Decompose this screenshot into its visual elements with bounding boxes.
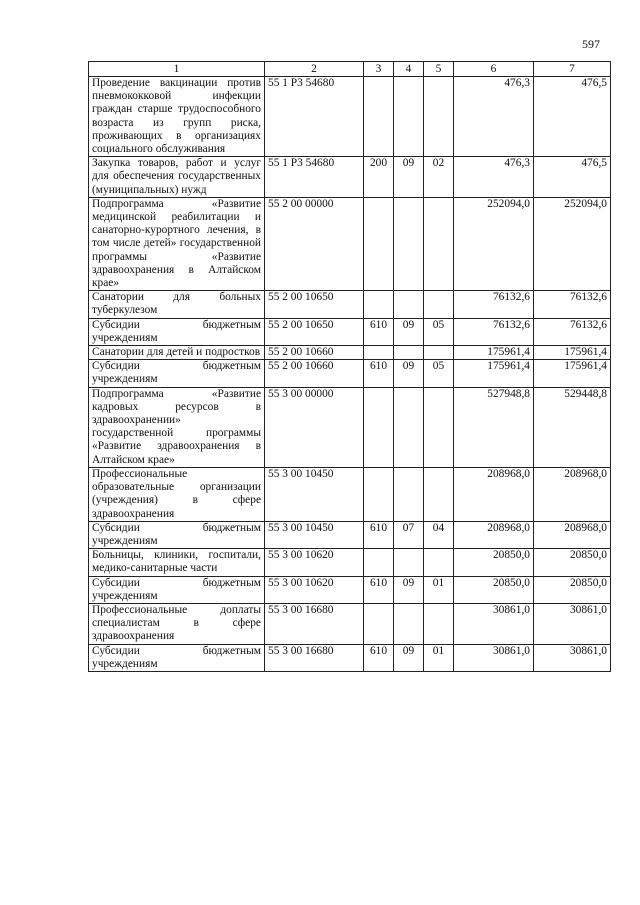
target-code-cell: 55 2 00 10660 xyxy=(265,346,364,360)
row-name-cell: Санатории для больных туберкулезом xyxy=(89,291,265,318)
amount-year1-cell: 208968,0 xyxy=(454,521,534,548)
amount-year2-cell: 76132,6 xyxy=(534,291,611,318)
subsection-cell xyxy=(424,197,454,290)
table-row xyxy=(89,387,611,467)
column-header: 4 xyxy=(394,62,424,77)
row-name-cell: Профессиональные образовательные организации (учреждения) в сфере здравоохранения xyxy=(89,467,265,521)
subsection-cell xyxy=(424,77,454,157)
amount-year2-cell: 476,5 xyxy=(534,157,611,198)
table-row xyxy=(89,291,611,318)
expense-type-cell xyxy=(364,549,394,576)
row-name-cell: Субсидии бюджетным учреждениям xyxy=(89,521,265,548)
section-cell: 09 xyxy=(394,157,424,198)
table-row xyxy=(89,346,611,360)
expense-type-cell: 200 xyxy=(364,157,394,198)
subsection-cell: 01 xyxy=(424,576,454,603)
section-cell xyxy=(394,77,424,157)
row-name-cell: Больницы, клиники, госпитали, медико-санитарные части xyxy=(89,549,265,576)
expense-type-cell xyxy=(364,603,394,644)
section-cell xyxy=(394,549,424,576)
section-cell xyxy=(394,467,424,521)
section-cell xyxy=(394,197,424,290)
amount-year2-cell: 476,5 xyxy=(534,77,611,157)
subsection-cell xyxy=(424,387,454,467)
subsection-cell xyxy=(424,291,454,318)
table-row xyxy=(89,603,611,644)
table-row xyxy=(89,157,611,198)
expense-type-cell: 610 xyxy=(364,576,394,603)
target-code-cell: 55 3 00 10450 xyxy=(265,467,364,521)
subsection-cell: 02 xyxy=(424,157,454,198)
column-header: 6 xyxy=(454,62,534,77)
target-code-cell: 55 3 00 10450 xyxy=(265,521,364,548)
row-name-cell: Проведение вакцинации против пневмококковой инфекции граждан старше трудоспособного возраста из групп риска, проживающих в организациях социального обслуживания xyxy=(89,77,265,157)
expense-type-cell: 610 xyxy=(364,521,394,548)
row-name-cell: Субсидии бюджетным учреждениям xyxy=(89,576,265,603)
expense-type-cell xyxy=(364,346,394,360)
row-name-cell: Субсидии бюджетным учреждениям xyxy=(89,360,265,387)
subsection-cell xyxy=(424,467,454,521)
subsection-cell xyxy=(424,603,454,644)
amount-year1-cell: 20850,0 xyxy=(454,576,534,603)
amount-year1-cell: 175961,4 xyxy=(454,360,534,387)
column-header: 1 xyxy=(89,62,265,77)
section-cell: 09 xyxy=(394,360,424,387)
amount-year1-cell: 527948,8 xyxy=(454,387,534,467)
subsection-cell xyxy=(424,346,454,360)
column-header: 2 xyxy=(265,62,364,77)
amount-year2-cell: 30861,0 xyxy=(534,603,611,644)
row-name-cell: Субсидии бюджетным учреждениям xyxy=(89,318,265,345)
section-cell: 07 xyxy=(394,521,424,548)
row-name-cell: Подпрограмма «Развитие кадровых ресурсов в здравоохранении» государственной программы «Развитие здравоохранения в Алтайском крае» xyxy=(89,387,265,467)
column-number-row xyxy=(89,62,611,77)
expense-type-cell: 610 xyxy=(364,318,394,345)
target-code-cell: 55 3 00 16680 xyxy=(265,644,364,671)
table-row xyxy=(89,197,611,290)
target-code-cell: 55 2 00 10660 xyxy=(265,360,364,387)
table-row xyxy=(89,467,611,521)
table-row xyxy=(89,360,611,387)
amount-year2-cell: 529448,8 xyxy=(534,387,611,467)
row-name-cell: Подпрограмма «Развитие медицинской реабилитации и санаторно-курортного лечения, в том числе детей» государственной программы «Развитие здравоохранения в Алтайском крае» xyxy=(89,197,265,290)
expense-type-cell: 610 xyxy=(364,360,394,387)
amount-year2-cell: 208968,0 xyxy=(534,521,611,548)
table-row xyxy=(89,521,611,548)
subsection-cell: 01 xyxy=(424,644,454,671)
section-cell xyxy=(394,387,424,467)
amount-year1-cell: 20850,0 xyxy=(454,549,534,576)
target-code-cell: 55 3 00 00000 xyxy=(265,387,364,467)
subsection-cell: 05 xyxy=(424,318,454,345)
table-row xyxy=(89,576,611,603)
section-cell: 09 xyxy=(394,644,424,671)
table-row xyxy=(89,644,611,671)
amount-year2-cell: 208968,0 xyxy=(534,467,611,521)
amount-year2-cell: 20850,0 xyxy=(534,576,611,603)
section-cell xyxy=(394,603,424,644)
target-code-cell: 55 3 00 10620 xyxy=(265,576,364,603)
subsection-cell: 05 xyxy=(424,360,454,387)
amount-year1-cell: 208968,0 xyxy=(454,467,534,521)
expense-type-cell xyxy=(364,387,394,467)
amount-year2-cell: 30861,0 xyxy=(534,644,611,671)
table-row xyxy=(89,549,611,576)
target-code-cell: 55 1 P3 54680 xyxy=(265,77,364,157)
target-code-cell: 55 3 00 16680 xyxy=(265,603,364,644)
amount-year2-cell: 175961,4 xyxy=(534,346,611,360)
column-header: 3 xyxy=(364,62,394,77)
amount-year2-cell: 76132,6 xyxy=(534,318,611,345)
amount-year1-cell: 175961,4 xyxy=(454,346,534,360)
table-body xyxy=(89,77,611,672)
amount-year1-cell: 252094,0 xyxy=(454,197,534,290)
expense-type-cell xyxy=(364,291,394,318)
section-cell xyxy=(394,291,424,318)
column-header: 7 xyxy=(534,62,611,77)
amount-year2-cell: 20850,0 xyxy=(534,549,611,576)
target-code-cell: 55 2 00 00000 xyxy=(265,197,364,290)
target-code-cell: 55 2 00 10650 xyxy=(265,291,364,318)
table-row xyxy=(89,77,611,157)
expense-type-cell xyxy=(364,197,394,290)
row-name-cell: Субсидии бюджетным учреждениям xyxy=(89,644,265,671)
target-code-cell: 55 1 P3 54680 xyxy=(265,157,364,198)
row-name-cell: Санатории для детей и подростков xyxy=(89,346,265,360)
target-code-cell: 55 3 00 10620 xyxy=(265,549,364,576)
subsection-cell: 04 xyxy=(424,521,454,548)
page-number: 597 xyxy=(582,37,600,51)
amount-year1-cell: 76132,6 xyxy=(454,318,534,345)
column-header: 5 xyxy=(424,62,454,77)
section-cell: 09 xyxy=(394,576,424,603)
row-name-cell: Закупка товаров, работ и услуг для обеспечения государственных (муниципальных) нужд xyxy=(89,157,265,198)
amount-year1-cell: 476,3 xyxy=(454,77,534,157)
row-name-cell: Профессиональные доплаты специалистам в сфере здравоохранения xyxy=(89,603,265,644)
amount-year1-cell: 30861,0 xyxy=(454,603,534,644)
amount-year1-cell: 476,3 xyxy=(454,157,534,198)
amount-year2-cell: 175961,4 xyxy=(534,360,611,387)
target-code-cell: 55 2 00 10650 xyxy=(265,318,364,345)
subsection-cell xyxy=(424,549,454,576)
table-row xyxy=(89,318,611,345)
expense-type-cell xyxy=(364,77,394,157)
section-cell xyxy=(394,346,424,360)
expense-type-cell xyxy=(364,467,394,521)
amount-year1-cell: 76132,6 xyxy=(454,291,534,318)
amount-year1-cell: 30861,0 xyxy=(454,644,534,671)
section-cell: 09 xyxy=(394,318,424,345)
amount-year2-cell: 252094,0 xyxy=(534,197,611,290)
expense-type-cell: 610 xyxy=(364,644,394,671)
budget-table xyxy=(88,61,611,672)
